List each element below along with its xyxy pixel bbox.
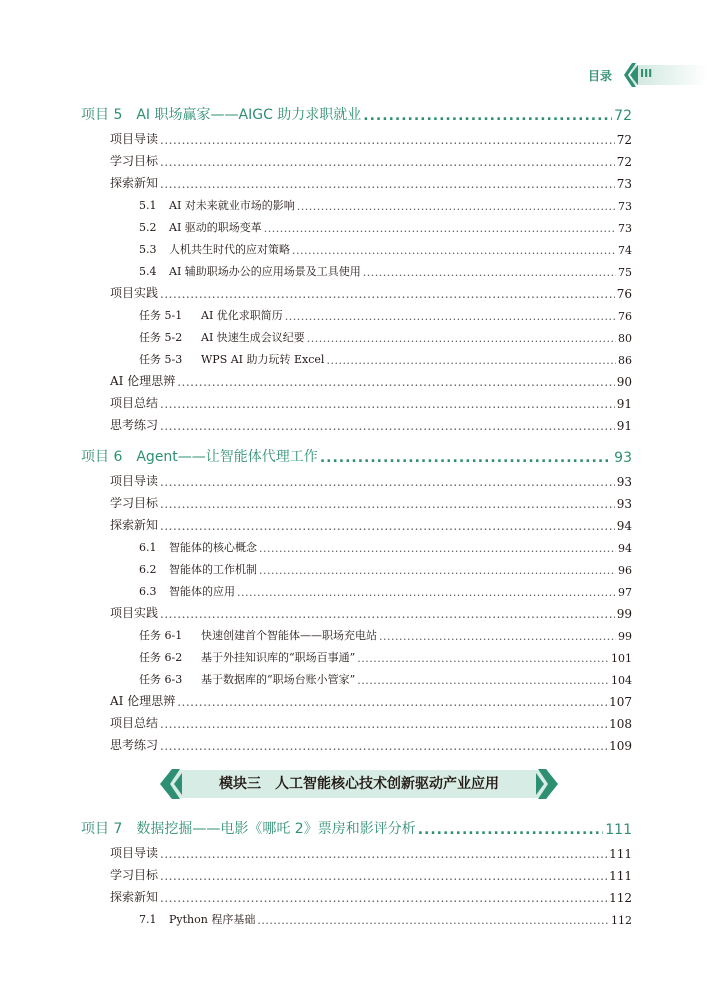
toc-entry-title: Python 程序基础 [169, 913, 256, 926]
toc-subsection-entry[interactable] [139, 910, 632, 927]
toc-entry-title: AI 驱动的职场变革 [169, 221, 262, 234]
toc-page-number: 93 [616, 475, 632, 489]
toc-entry-title: AI 职场赢家——AIGC 助力求职就业 [136, 107, 362, 123]
toc-page-number: 73 [618, 200, 632, 213]
toc-page-number: 99 [618, 630, 632, 643]
toc-leader-dots [320, 450, 612, 466]
toc-page-number: 72 [616, 133, 632, 147]
toc-entry-label [139, 583, 235, 599]
toc-entry-label [139, 197, 295, 213]
toc-page-number: 91 [616, 397, 632, 411]
toc-entry-number: 项目 6 [81, 449, 123, 465]
toc-page-number: 111 [609, 847, 632, 861]
toc-leader-dots [160, 847, 607, 861]
toc-leader-dots [160, 177, 615, 191]
toc-page-number: 94 [616, 519, 632, 533]
toc-page-number: 104 [611, 674, 632, 687]
toc-leader-dots [363, 108, 612, 124]
toc-section-entry[interactable] [110, 372, 632, 389]
toc-section-entry[interactable] [110, 152, 632, 169]
toc-entry-title: 数据挖掘——电影《哪吒 2》票房和影评分析 [136, 821, 416, 837]
toc-entry-number: 7.1 [139, 913, 157, 926]
toc-page-number: 111 [609, 869, 632, 883]
toc-page-number: 86 [618, 354, 632, 367]
toc-page-number: 91 [616, 419, 632, 433]
toc-page-number: 72 [614, 108, 632, 124]
toc-entry-title: 智能体的核心概念 [169, 541, 257, 554]
toc-entry-number: 任务 6-1 [139, 629, 183, 642]
toc-subsection-entry[interactable] [139, 218, 632, 235]
toc-entry-label [81, 818, 416, 838]
toc-page-number: 93 [616, 497, 632, 511]
toc-leader-dots [257, 914, 609, 927]
toc-entry-number: 项目 7 [81, 821, 123, 837]
toc-subsection-entry[interactable] [139, 538, 632, 555]
toc-leader-dots [160, 287, 615, 301]
toc-entry-title: 基于数据库的“职场台账小管家” [201, 673, 356, 686]
toc-entry-label [110, 284, 158, 301]
toc-leader-dots [264, 222, 616, 235]
toc-subsection-entry[interactable] [139, 350, 632, 367]
toc-page-number: 97 [618, 586, 632, 599]
toc-entry-title: 思考练习 [110, 738, 159, 752]
toc-entry-title: AI 伦理思辨 [110, 694, 176, 708]
toc-entry-label [139, 219, 262, 235]
toc-section-entry[interactable] [110, 472, 632, 489]
toc-page-number: 76 [618, 310, 632, 323]
toc-section-entry[interactable] [110, 866, 632, 883]
toc-entry-title: 项目实践 [110, 286, 159, 300]
toc-entry-title: 项目总结 [110, 716, 159, 730]
toc-entry-number: 5.1 [139, 199, 157, 212]
toc-subsection-entry[interactable] [139, 262, 632, 279]
toc-leader-dots [160, 475, 615, 489]
toc-leader-dots [259, 542, 616, 555]
toc-leader-dots [160, 739, 607, 753]
toc-page-number: 111 [605, 822, 632, 838]
header-page-number: III [640, 67, 653, 80]
toc-entry-title: 探索新知 [110, 176, 159, 190]
toc-entry-label [110, 844, 158, 861]
toc-project-entry[interactable] [81, 446, 632, 466]
toc-entry-label [110, 174, 158, 191]
toc-entry-number: 任务 5-3 [139, 353, 183, 366]
toc-entry-title: 项目导读 [110, 846, 159, 860]
toc-leader-dots [177, 375, 614, 389]
toc-project-entry[interactable] [81, 818, 632, 838]
toc-entry-title: 学习目标 [110, 154, 159, 168]
toc-section-entry[interactable] [110, 692, 632, 709]
toc-entry-label [139, 671, 355, 687]
toc-entry-label [110, 866, 158, 883]
toc-entry-label [139, 627, 377, 643]
toc-entry-label [110, 692, 175, 709]
toc-project-entry[interactable] [81, 104, 632, 124]
toc-leader-dots [363, 266, 616, 279]
toc-section-entry[interactable] [110, 604, 632, 621]
toc-entry-label [110, 714, 158, 731]
toc-section-entry[interactable] [110, 494, 632, 511]
toc-entry-title: AI 快速生成会议纪要 [201, 331, 305, 344]
toc-page-number: 80 [618, 332, 632, 345]
toc-subsection-entry[interactable] [139, 670, 632, 687]
toc-entry-number: 任务 5-1 [139, 309, 183, 322]
toc-entry-title: AI 伦理思辨 [110, 374, 176, 388]
toc-page-number: 96 [618, 564, 632, 577]
toc-leader-dots [297, 200, 616, 213]
toc-leader-dots [160, 519, 615, 533]
toc-subsection-entry[interactable] [139, 240, 632, 257]
module-title: 模块三 人工智能核心技术创新驱动产业应用 [219, 776, 499, 792]
toc-entry-title: 智能体的应用 [169, 585, 235, 598]
toc-entry-title: 学习目标 [110, 496, 159, 510]
toc-subsection-entry[interactable] [139, 196, 632, 213]
toc-leader-dots [307, 332, 616, 345]
toc-entry-label [110, 394, 158, 411]
toc-leader-dots [259, 564, 616, 577]
toc-leader-dots [292, 244, 616, 257]
toc-entry-title: 基于外挂知识库的“职场百事通” [201, 651, 356, 664]
toc-entry-title: Agent——让智能体代理工作 [136, 449, 318, 465]
toc-subsection-entry[interactable] [139, 582, 632, 599]
module-banner [160, 769, 558, 799]
toc-leader-dots [160, 891, 607, 905]
toc-entry-label [81, 104, 361, 124]
toc-entry-label [110, 604, 158, 621]
toc-entry-title: AI 对未来就业市场的影响 [169, 199, 295, 212]
toc-entry-number: 项目 5 [81, 107, 123, 123]
toc-page-number: 99 [616, 607, 632, 621]
toc-section-entry[interactable] [110, 844, 632, 861]
toc-leader-dots [326, 354, 616, 367]
toc-entry-number: 6.2 [139, 563, 157, 576]
toc-entry-title: 项目导读 [110, 132, 159, 146]
toc-leader-dots [160, 155, 615, 169]
toc-section-entry[interactable] [110, 284, 632, 301]
toc-page-number: 93 [614, 450, 632, 466]
toc-entry-label [110, 372, 175, 389]
toc-entry-title: 智能体的工作机制 [169, 563, 257, 576]
toc-section-entry[interactable] [110, 736, 632, 753]
toc-entry-number: 6.3 [139, 585, 157, 598]
toc-section-entry[interactable] [110, 888, 632, 905]
toc-leader-dots [357, 652, 609, 665]
toc-entry-label [110, 494, 158, 511]
toc-entry-number: 5.4 [139, 265, 157, 278]
toc-entry-title: AI 辅助职场办公的应用场景及工具使用 [169, 265, 361, 278]
toc-entry-title: 探索新知 [110, 518, 159, 532]
toc-leader-dots [160, 497, 615, 511]
toc-subsection-entry[interactable] [139, 648, 632, 665]
toc-entry-number: 任务 5-2 [139, 331, 183, 344]
toc-entry-label [139, 307, 283, 323]
toc-page-number: 76 [616, 287, 632, 301]
toc-subsection-entry[interactable] [139, 328, 632, 345]
toc-section-entry[interactable] [110, 130, 632, 147]
toc-entry-label [139, 911, 255, 927]
toc-entry-title: 人机共生时代的应对策略 [169, 243, 290, 256]
toc-entry-number: 任务 6-2 [139, 651, 183, 664]
toc-page-number: 75 [618, 266, 632, 279]
toc-entry-label [139, 561, 257, 577]
toc-entry-title: 项目实践 [110, 606, 159, 620]
toc-page-number: 109 [609, 739, 632, 753]
toc-page-number: 107 [609, 695, 632, 709]
toc-leader-dots [160, 133, 615, 147]
toc-leader-dots [237, 586, 616, 599]
toc-entry-label [139, 329, 305, 345]
toc-leader-dots [177, 695, 607, 709]
toc-page-number: 108 [609, 717, 632, 731]
toc-leader-dots [160, 717, 607, 731]
toc-entry-title: WPS AI 助力玩转 Excel [201, 353, 325, 366]
toc-section-entry[interactable] [110, 416, 632, 433]
toc-entry-title: 项目总结 [110, 396, 159, 410]
toc-page-number: 112 [611, 914, 632, 927]
toc-page-number: 90 [616, 375, 632, 389]
toc-page-number: 101 [611, 652, 632, 665]
toc-entry-label [139, 241, 290, 257]
toc-entry-label [139, 351, 324, 367]
toc-entry-label [110, 472, 158, 489]
toc-leader-dots [418, 822, 604, 838]
toc-entry-label [81, 446, 318, 466]
toc-leader-dots [357, 674, 609, 687]
toc-section-entry[interactable] [110, 394, 632, 411]
toc-subsection-entry[interactable] [139, 306, 632, 323]
toc-entry-number: 5.2 [139, 221, 157, 234]
toc-page-number: 112 [609, 891, 632, 905]
toc-leader-dots [285, 310, 616, 323]
toc-entry-title: 学习目标 [110, 868, 159, 882]
toc-page-number: 74 [618, 244, 632, 257]
toc-page-number: 94 [618, 542, 632, 555]
toc-entry-label [110, 152, 158, 169]
toc-entry-number: 6.1 [139, 541, 157, 554]
toc-leader-dots [160, 869, 607, 883]
toc-subsection-entry[interactable] [139, 626, 632, 643]
toc-entry-title: 探索新知 [110, 890, 159, 904]
toc-leader-dots [160, 419, 615, 433]
toc-entry-label [139, 263, 361, 279]
toc-entry-title: 快速创建首个智能体——职场充电站 [201, 629, 377, 642]
toc-entry-label [110, 888, 158, 905]
toc-entry-title: 思考练习 [110, 418, 159, 432]
toc-page-number: 72 [616, 155, 632, 169]
toc-entry-title: AI 优化求职简历 [201, 309, 283, 322]
toc-entry-label [110, 416, 158, 433]
running-header [520, 63, 708, 87]
toc-entry-label [139, 539, 257, 555]
toc-leader-dots [160, 397, 615, 411]
toc-section-entry[interactable] [110, 516, 632, 533]
toc-leader-dots [379, 630, 616, 643]
toc-entry-label [139, 649, 355, 665]
toc-page-number: 73 [618, 222, 632, 235]
toc-entry-number: 任务 6-3 [139, 673, 183, 686]
toc-section-entry[interactable] [110, 174, 632, 191]
toc-entry-number: 5.3 [139, 243, 157, 256]
toc-subsection-entry[interactable] [139, 560, 632, 577]
toc-page-number: 73 [616, 177, 632, 191]
toc-section-entry[interactable] [110, 714, 632, 731]
toc-entry-label [110, 516, 158, 533]
header-tab-shape [520, 63, 708, 87]
toc-leader-dots [160, 607, 615, 621]
toc-entry-label [110, 130, 158, 147]
toc-entry-label [110, 736, 158, 753]
toc-entry-title: 项目导读 [110, 474, 159, 488]
header-title: 目录 [588, 69, 613, 83]
